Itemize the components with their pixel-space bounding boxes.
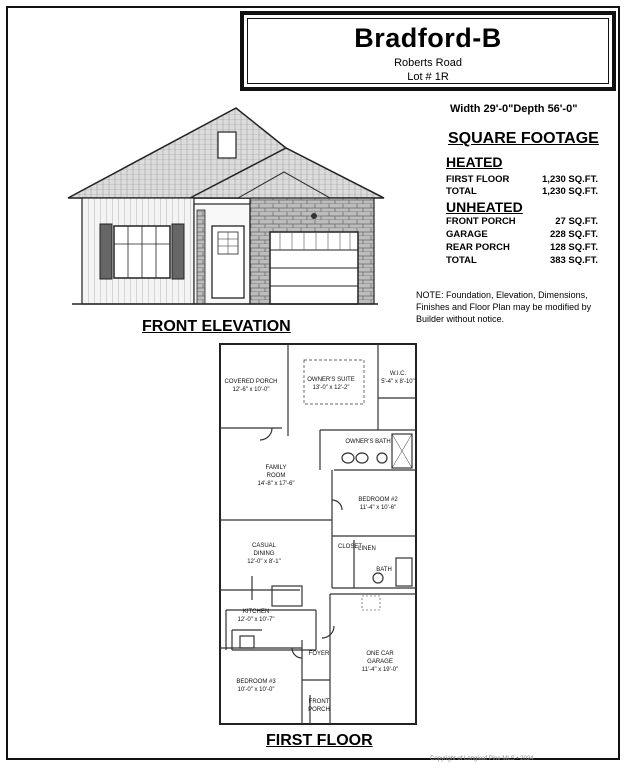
room-family: FAMILY ROOM 14'-8" x 17'-6": [257, 465, 295, 487]
lot-number: Lot # 1R: [407, 71, 449, 83]
room-one-car-garage: ONE CAR GARAGE 11'-4" x 19'-0": [361, 651, 399, 673]
row-value: 27 SQ.FT.: [555, 216, 598, 227]
row-value: 228 SQ.FT.: [549, 229, 598, 240]
road-name: Roberts Road: [394, 57, 462, 69]
unheated-row-total: [446, 255, 598, 266]
title-box: [240, 11, 616, 91]
square-footage-title: SQUARE FOOTAGE: [448, 130, 599, 147]
row-label: TOTAL: [446, 255, 477, 266]
room-bedroom-3: BEDROOM #3 10'-0" x 10'-0": [236, 679, 276, 693]
row-label: REAR PORCH: [446, 242, 510, 253]
front-elevation-drawing: [58, 100, 388, 312]
room-bedroom-2: BEDROOM #2 11'-4" x 10'-6": [358, 497, 398, 511]
model-name: Bradford-B: [354, 23, 502, 53]
room-wic: W.I.C. 5'-4" x 8'-10": [381, 371, 415, 385]
row-value: 383 SQ.FT.: [549, 255, 598, 266]
heated-row-total: [446, 186, 598, 197]
row-label: TOTAL: [446, 186, 477, 197]
room-covered-porch: COVERED PORCH 12'-6" x 10'-0": [224, 379, 278, 393]
room-closet: CLOSET: [338, 544, 363, 550]
room-front-porch: FRONT PORCH: [308, 699, 330, 713]
room-foyer: FOYER: [308, 651, 330, 657]
room-bath: BATH: [376, 567, 392, 573]
room-linen: LINEN: [358, 546, 376, 552]
unheated-heading: UNHEATED: [446, 199, 523, 215]
row-label: FRONT PORCH: [446, 216, 516, 227]
unheated-row-garage: [446, 229, 598, 240]
unheated-row-rear-porch: [446, 242, 598, 253]
house-dimensions: Width 29'-0"Depth 56'-0": [450, 103, 578, 115]
row-value: 1,230 SQ.FT.: [542, 186, 598, 197]
row-label: FIRST FLOOR: [446, 174, 510, 185]
row-value: 128 SQ.FT.: [549, 242, 598, 253]
room-owners-suite: OWNER'S SUITE 13'-0" x 12'-2": [307, 377, 355, 391]
unheated-row-front-porch: [446, 216, 598, 227]
room-owners-bath: OWNER'S BATH: [345, 439, 391, 445]
builder-note: NOTE: Foundation, Elevation, Dimensions, Finishes and Floor Plan may be modified by Builder without notice.: [416, 290, 592, 324]
row-label: GARAGE: [446, 229, 488, 240]
room-casual-dining: CASUAL DINING 12'-0" x 8'-1": [247, 543, 281, 565]
heated-row-first-floor: [446, 174, 598, 185]
copyright-watermark: Copyright of Longleaf Pine MLS • 2024: [430, 756, 534, 762]
row-value: 1,230 SQ.FT.: [542, 174, 598, 185]
heated-heading: HEATED: [446, 154, 503, 170]
first-floor-label: FIRST FLOOR: [266, 732, 373, 749]
front-elevation-label: FRONT ELEVATION: [142, 318, 291, 335]
room-kitchen: KITCHEN 12'-0" x 10'-7": [237, 609, 275, 623]
